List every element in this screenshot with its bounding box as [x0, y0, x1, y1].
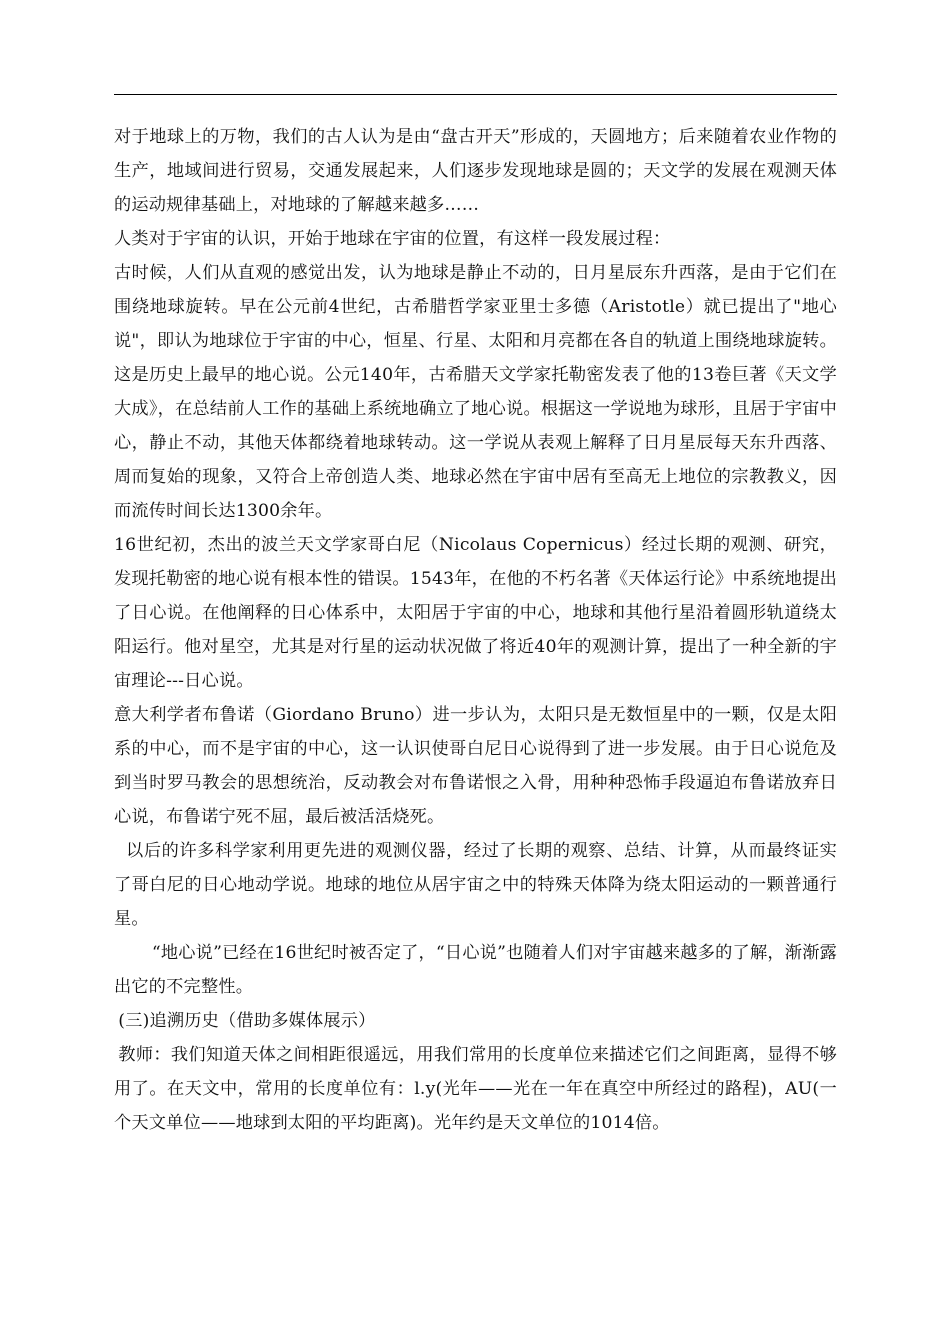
- paragraph-teacher-units: 教师：我们知道天体之间相距很遥远，用我们常用的长度单位来描述它们之间距离，显得不够用了。在天文中，常用的长度单位有：l.y(光年——光在一年在真空中所经过的路程)，AU(一个天文单位——地球到太阳的平均距离)。光年约是天文单位的1014倍。: [114, 1045, 837, 1133]
- paragraph-geocentric: 古时候，人们从直观的感觉出发，认为地球是静止不动的，日月星辰东升西落，是由于它们在围绕地球旋转。早在公元前4世纪，古希腊哲学家亚里士多德（Aristotle）就已提出了"地心说"，即认为地球位于宇宙的中心，恒星、行星、太阳和月亮都在各自的轨道上围绕地球旋转。这是历史上最早的地心说。公元140年，古希腊天文学家托勒密发表了他的13卷巨著《天文学大成》，在总结前人工作的基础上系统地确立了地心说。根据这一学说地为球形，且居于宇宙中心，静止不动，其他天体都绕着地球转动。这一学说从表观上解释了日月星辰每天东升西落、周而复始的现象，又符合上帝创造人类、地球必然在宇宙中居有至高无上地位的宗教教义，因而流传时间长达1300余年。: [114, 263, 837, 521]
- section-heading-history: (三)追溯历史（借助多媒体展示）: [118, 1011, 376, 1031]
- paragraph-later-scientists: 以后的许多科学家利用更先进的观测仪器，经过了长期的观察、总结、计算，从而最终证实了哥白尼的日心地动学说。地球的地位从居宇宙之中的特殊天体降为绕太阳运动的一颗普通行星。: [114, 841, 837, 929]
- paragraph-theory-limits: “地心说”已经在16世纪时被否定了，“日心说”也随着人们对宇宙越来越多的了解，渐渐露出它的不完整性。: [114, 943, 837, 997]
- document-body: [114, 120, 837, 1140]
- header-divider: [114, 94, 837, 95]
- paragraph-ancient-view: 对于地球上的万物，我们的古人认为是由“盘古开天”形成的，天圆地方；后来随着农业作物的生产，地域间进行贸易，交通发展起来，人们逐步发现地球是圆的；天文学的发展在观测天体的运动规律基础上，对地球的了解越来越多……: [114, 127, 837, 215]
- paragraph-copernicus: 16世纪初，杰出的波兰天文学家哥白尼（Nicolaus Copernicus）经过长期的观测、研究，发现托勒密的地心说有根本性的错误。1543年，在他的不朽名著《天体运行论》中系统地提出了日心说。在他阐释的日心体系中，太阳居于宇宙的中心，地球和其他行星沿着圆形轨道绕太阳运行。他对星空，尤其是对行星的运动状况做了将近40年的观测计算，提出了一种全新的宇宙理论---日心说。: [114, 535, 837, 691]
- paragraph-cosmos-intro: 人类对于宇宙的认识，开始于地球在宇宙的位置，有这样一段发展过程：: [114, 229, 671, 249]
- paragraph-bruno: 意大利学者布鲁诺（Giordano Bruno）进一步认为，太阳只是无数恒星中的一颗，仅是太阳系的中心，而不是宇宙的中心，这一认识使哥白尼日心说得到了进一步发展。由于日心说危及到当时罗马教会的思想统治，反动教会对布鲁诺恨之入骨，用种种恐怖手段逼迫布鲁诺放弃日心说，布鲁诺宁死不屈，最后被活活烧死。: [114, 705, 837, 827]
